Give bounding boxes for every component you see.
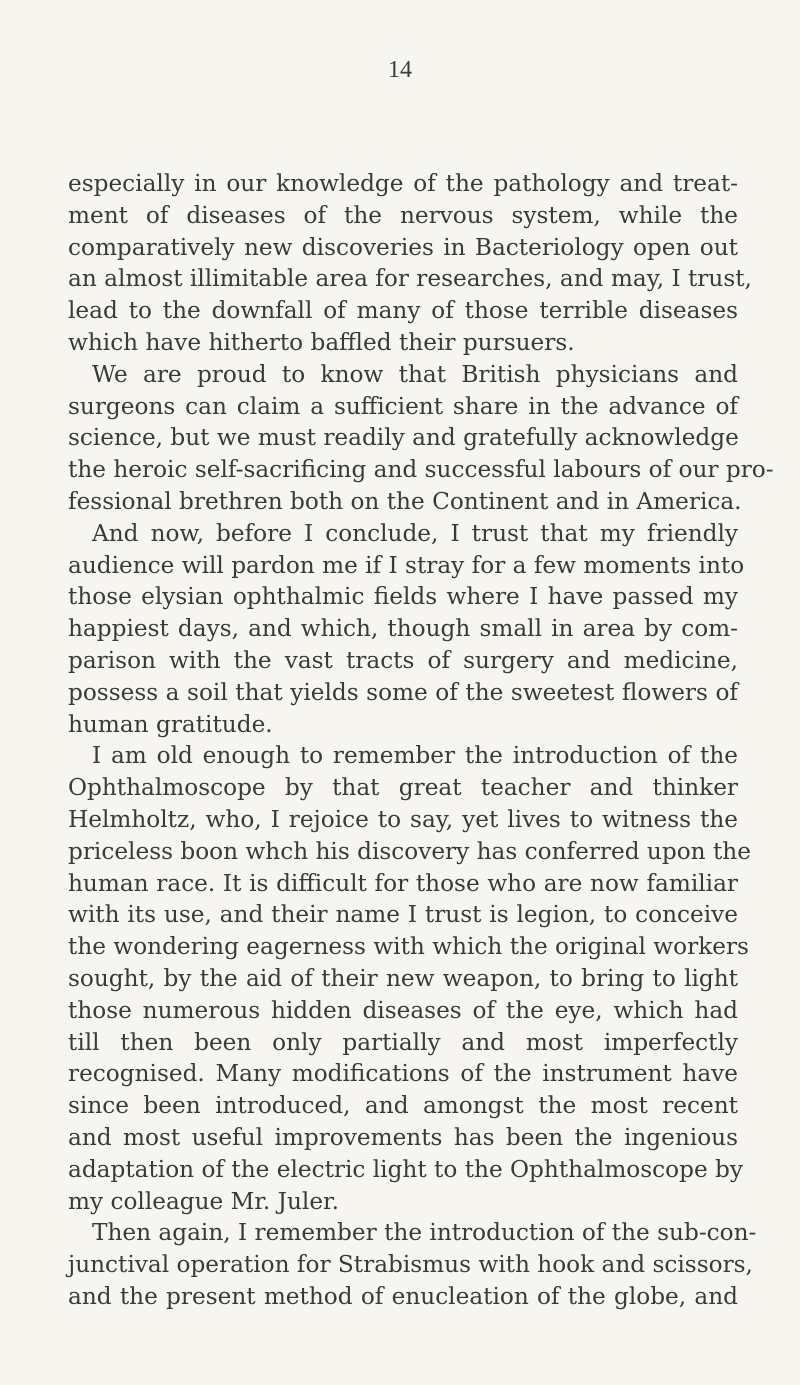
text-line: those elysian ophthalmic fields where I have passed my (68, 583, 738, 611)
text-line: adaptation of the electric light to the Ophthalmoscope by (68, 1155, 743, 1183)
text-line: junctival operation for Strabismus with hook and scissors, (68, 1251, 753, 1279)
text-line: an almost illimitable area for researches, and may, I trust, (68, 265, 752, 293)
text-line: since been introduced, and amongst the most recent (68, 1092, 738, 1120)
text-line: audience will pardon me if I stray for a few moments into (68, 551, 745, 579)
text-line: which have hitherto baffled their pursuers. (68, 328, 575, 356)
text-line: happiest days, and which, though small in area by com- (68, 615, 738, 643)
text-line: till then been only partially and most imperfectly (68, 1028, 738, 1056)
text-line: human gratitude. (68, 710, 273, 738)
text-line: and most useful improvements has been the ingenious (68, 1123, 738, 1151)
text-line: comparatively new discoveries in Bacteriology open out (68, 233, 738, 261)
text-line: with its use, and their name I trust is legion, to conceive (68, 901, 738, 929)
text-line: lead to the downfall of many of those terrible diseases (68, 297, 738, 325)
text-line: parison with the vast tracts of surgery and medicine, (68, 646, 738, 674)
text-line: those numerous hidden diseases of the eye, which had (68, 996, 738, 1024)
text-line: the wondering eagerness with which the original workers (68, 933, 749, 961)
text-line: fessional brethren both on the Continent and in America. (68, 487, 742, 515)
text-line: and the present method of enucleation of the globe, and (68, 1282, 738, 1310)
text-line: sought, by the aid of their new weapon, to bring to light (68, 964, 738, 992)
text-line: priceless boon whch his discovery has conferred upon the (68, 837, 751, 865)
text-line: Then again, I remember the introduction of the sub-con- (92, 1219, 757, 1247)
text-line: And now, before I conclude, I trust that my friendly (92, 519, 738, 547)
text-line: I am old enough to remember the introduction of the (92, 742, 738, 770)
text-line: recognised. Many modifications of the instrument have (68, 1060, 738, 1088)
text-line: science, but we must readily and gratefully acknowledge (68, 424, 739, 452)
body-text (68, 168, 774, 1313)
text-line: possess a soil that yields some of the sweetest flowers of (68, 678, 738, 706)
text-line: Helmholtz, who, I rejoice to say, yet lives to witness the (68, 805, 738, 833)
text-line: especially in our knowledge of the pathology and treat- (68, 170, 738, 197)
text-line: We are proud to know that British physicians and (92, 360, 738, 388)
text-line: Ophthalmoscope by that great teacher and thinker (68, 774, 738, 802)
page-number: 14 (388, 57, 412, 83)
text-line: the heroic self-sacrificing and successful labours of our pro- (68, 456, 774, 484)
text-line: surgeons can claim a sufficient share in the advance of (68, 392, 738, 420)
text-line: human race. It is difficult for those who are now familiar (68, 869, 738, 897)
text-line: my colleague Mr. Juler. (68, 1187, 339, 1215)
text-line: ment of diseases of the nervous system, while the (68, 201, 738, 229)
